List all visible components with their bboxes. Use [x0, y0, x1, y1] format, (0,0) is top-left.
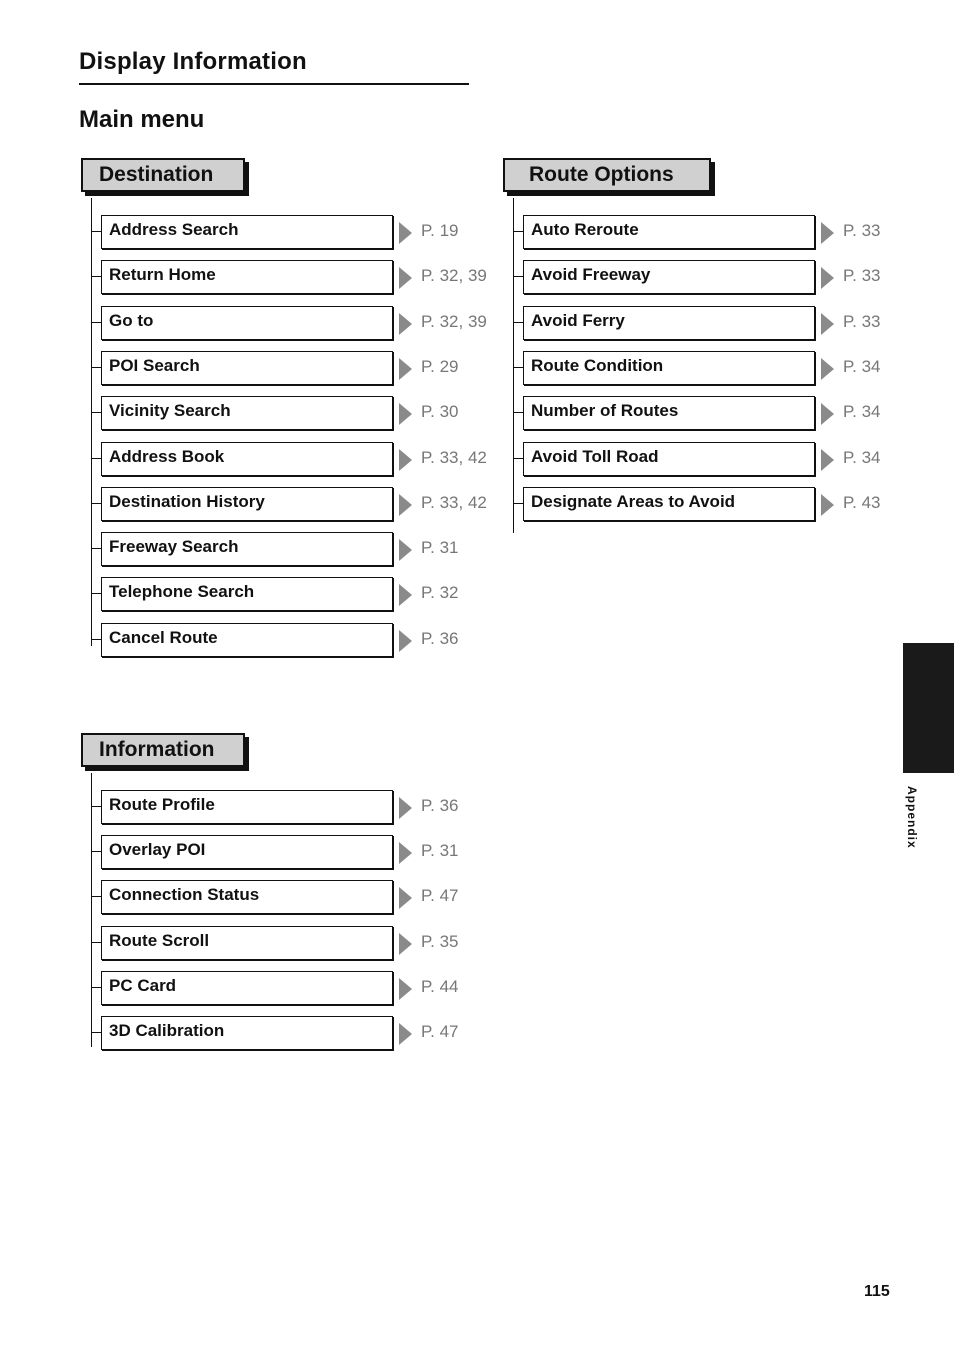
triangle-arrow-icon: [399, 222, 412, 244]
page-reference: P. 33, 42: [421, 492, 487, 512]
menu-item[interactable]: [91, 532, 511, 566]
menu-item-label[interactable]: Route Condition: [523, 351, 815, 385]
tree-branch-tick: [91, 276, 101, 277]
tree-branch-tick: [91, 942, 101, 943]
section-title-underline: [79, 83, 469, 85]
menu-item[interactable]: [91, 623, 511, 657]
triangle-arrow-icon: [399, 449, 412, 471]
tree-branch-tick: [91, 987, 101, 988]
page-reference: P. 30: [421, 402, 459, 422]
page-reference: P. 31: [421, 841, 459, 861]
tree-branch-tick: [513, 503, 523, 504]
menu-item-label[interactable]: 3D Calibration: [101, 1016, 393, 1050]
page-reference: P. 43: [843, 492, 881, 512]
triangle-arrow-icon: [821, 494, 834, 516]
triangle-arrow-icon: [399, 267, 412, 289]
tree-branch-tick: [91, 851, 101, 852]
tree-branch-tick: [91, 593, 101, 594]
page-reference: P. 34: [843, 447, 881, 467]
tree-branch-tick: [513, 322, 523, 323]
menu-item-label[interactable]: POI Search: [101, 351, 393, 385]
menu-item[interactable]: [91, 442, 511, 476]
page-reference: P. 32, 39: [421, 266, 487, 286]
page-reference: P. 33: [843, 266, 881, 286]
tree-branch-tick: [91, 412, 101, 413]
triangle-arrow-icon: [399, 1023, 412, 1045]
menu-item-label[interactable]: Auto Reroute: [523, 215, 815, 249]
tree-branch-tick: [91, 322, 101, 323]
menu-item-label[interactable]: Avoid Ferry: [523, 306, 815, 340]
page-reference: P. 36: [421, 628, 459, 648]
triangle-arrow-icon: [399, 842, 412, 864]
sub-title: Main menu: [79, 106, 205, 133]
menu-item[interactable]: [513, 487, 933, 521]
tree-branch-tick: [91, 367, 101, 368]
menu-item[interactable]: [91, 1016, 511, 1050]
tree-branch-tick: [91, 896, 101, 897]
menu-item-label[interactable]: Route Profile: [101, 790, 393, 824]
page-reference: P. 35: [421, 931, 459, 951]
menu-item[interactable]: [513, 351, 933, 385]
triangle-arrow-icon: [399, 494, 412, 516]
tree-branch-tick: [513, 231, 523, 232]
menu-item[interactable]: [513, 442, 933, 476]
menu-item[interactable]: [91, 351, 511, 385]
menu-item-label[interactable]: Return Home: [101, 260, 393, 294]
menu-item-label[interactable]: Connection Status: [101, 880, 393, 914]
menu-item[interactable]: [91, 260, 511, 294]
triangle-arrow-icon: [399, 539, 412, 561]
menu-item-label[interactable]: Cancel Route: [101, 623, 393, 657]
page-reference: P. 32: [421, 583, 459, 603]
page-reference: P. 32, 39: [421, 311, 487, 331]
page-reference: P. 33: [843, 221, 881, 240]
tree-branch-tick: [91, 503, 101, 504]
section-title: Display Information: [79, 48, 307, 75]
appendix-tab-label: Appendix: [905, 786, 919, 849]
menu-item-label[interactable]: Overlay POI: [101, 835, 393, 869]
menu-item-label[interactable]: Route Scroll: [101, 926, 393, 960]
triangle-arrow-icon: [399, 887, 412, 909]
tree-branch-tick: [91, 231, 101, 232]
menu-item[interactable]: [91, 577, 511, 611]
triangle-arrow-icon: [821, 403, 834, 425]
menu-item[interactable]: [91, 215, 511, 249]
menu-item-label[interactable]: Address Book: [101, 442, 393, 476]
triangle-arrow-icon: [399, 797, 412, 819]
menu-item-label[interactable]: Designate Areas to Avoid: [523, 487, 815, 521]
menu-item-label[interactable]: Telephone Search: [101, 577, 393, 611]
menu-item[interactable]: [91, 880, 511, 914]
tree-branch-tick: [91, 639, 101, 640]
destination-header: Destination: [81, 158, 245, 192]
page-reference: P. 47: [421, 886, 459, 906]
menu-item[interactable]: [91, 971, 511, 1005]
tree-branch-tick: [513, 276, 523, 277]
menu-item[interactable]: [91, 487, 511, 521]
triangle-arrow-icon: [399, 933, 412, 955]
triangle-arrow-icon: [399, 584, 412, 606]
menu-item[interactable]: [91, 926, 511, 960]
triangle-arrow-icon: [821, 358, 834, 380]
page-number: 115: [864, 1283, 890, 1300]
tree-branch-tick: [91, 548, 101, 549]
triangle-arrow-icon: [821, 267, 834, 289]
triangle-arrow-icon: [821, 449, 834, 471]
tree-branch-tick: [513, 367, 523, 368]
triangle-arrow-icon: [399, 978, 412, 1000]
tree-branch-tick: [91, 1032, 101, 1033]
menu-item-label[interactable]: Freeway Search: [101, 532, 393, 566]
menu-item-label[interactable]: Go to: [101, 306, 393, 340]
page-reference: P. 44: [421, 976, 459, 996]
tree-branch-tick: [91, 806, 101, 807]
tree-branch-tick: [513, 458, 523, 459]
menu-item[interactable]: [91, 396, 511, 430]
tree-branch-tick: [513, 412, 523, 413]
menu-item-label[interactable]: Address Search: [101, 215, 393, 249]
page-reference: P. 33: [843, 311, 881, 331]
menu-item[interactable]: [91, 306, 511, 340]
menu-item[interactable]: [91, 835, 511, 869]
menu-item[interactable]: [91, 790, 511, 824]
menu-item-label[interactable]: Avoid Toll Road: [523, 442, 815, 476]
menu-item-label[interactable]: PC Card: [101, 971, 393, 1005]
page-reference: P. 31: [421, 538, 459, 558]
triangle-arrow-icon: [399, 630, 412, 652]
triangle-arrow-icon: [399, 403, 412, 425]
triangle-arrow-icon: [821, 222, 834, 244]
page-reference: P. 36: [421, 796, 459, 815]
triangle-arrow-icon: [399, 313, 412, 335]
page-reference: P. 19: [421, 221, 459, 240]
menu-item[interactable]: [513, 260, 933, 294]
menu-item-label[interactable]: Number of Routes: [523, 396, 815, 430]
menu-item[interactable]: [513, 396, 933, 430]
menu-item[interactable]: [513, 215, 933, 249]
menu-item[interactable]: [513, 306, 933, 340]
menu-item-label[interactable]: Destination History: [101, 487, 393, 521]
menu-item-label[interactable]: Vicinity Search: [101, 396, 393, 430]
appendix-tab-marker: [903, 643, 954, 773]
page-reference: P. 34: [843, 356, 881, 376]
menu-item-label[interactable]: Avoid Freeway: [523, 260, 815, 294]
triangle-arrow-icon: [821, 313, 834, 335]
information-header: Information: [81, 733, 245, 767]
page-reference: P. 34: [843, 402, 881, 422]
page-reference: P. 29: [421, 356, 459, 376]
route-options-header: Route Options: [503, 158, 711, 192]
tree-branch-tick: [91, 458, 101, 459]
triangle-arrow-icon: [399, 358, 412, 380]
page-reference: P. 47: [421, 1022, 459, 1041]
page-reference: P. 33, 42: [421, 447, 487, 467]
